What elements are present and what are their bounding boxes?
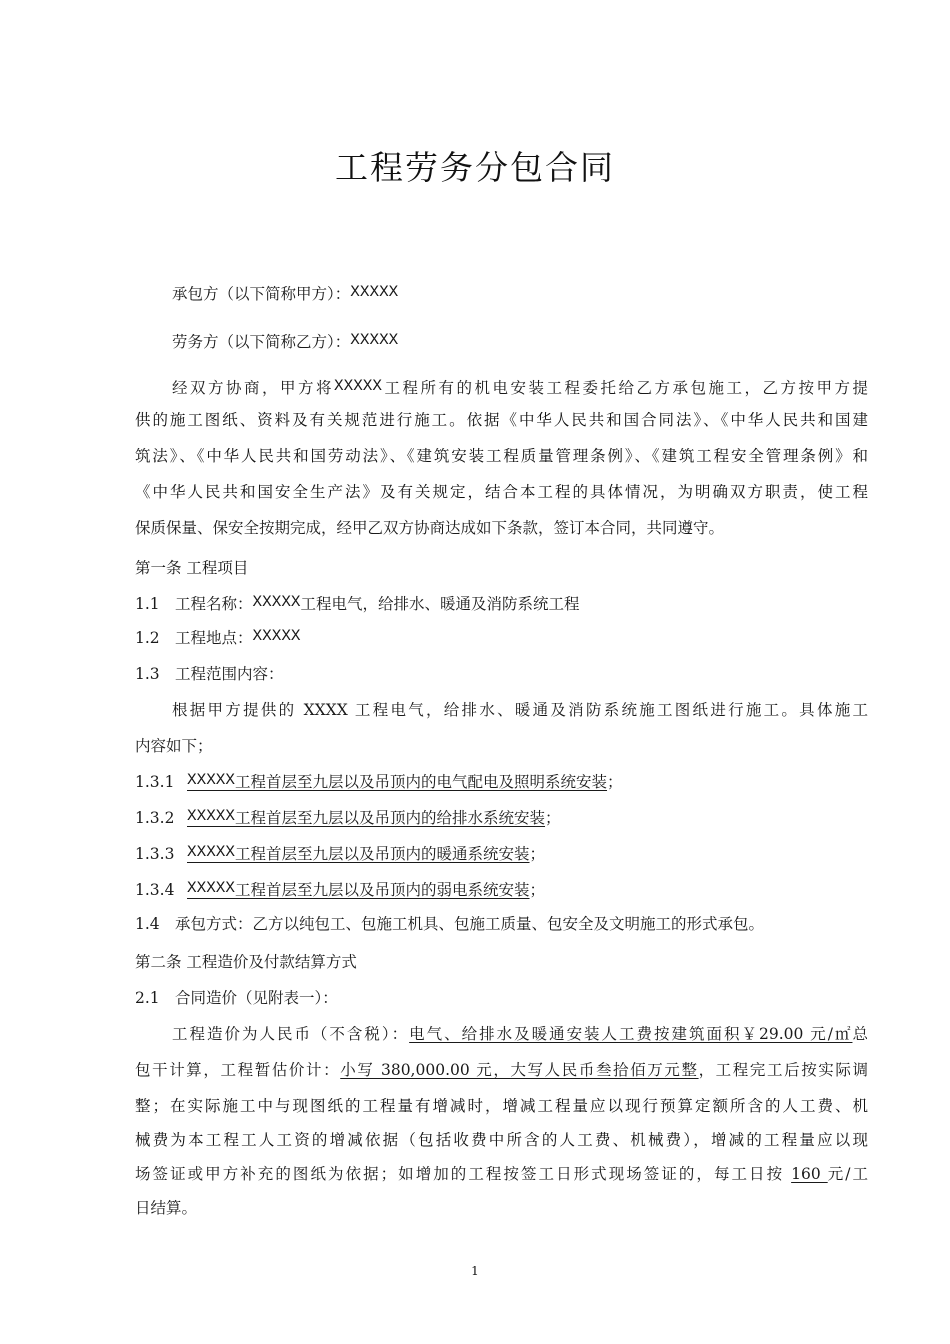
item-1-2: [135, 628, 301, 649]
project-placeholder: XXXXX: [334, 377, 383, 395]
party-b-label: 劳务方（以下简称乙方）：: [172, 333, 351, 351]
project-placeholder: XXXXX: [252, 593, 301, 611]
intro-text: 工程所有的机电安装工程委托给乙方承包施工，乙方按甲方提: [382, 379, 868, 397]
intro-line-3: 筑法》、《中华人民共和国劳动法》、《建筑安装工程质量管理条例》、《建筑工程安全管理条例》和: [135, 447, 868, 465]
scope-desc: 工程首层至九层以及吊顶内的给排水系统安装: [235, 809, 546, 827]
scope-desc: 工程首层至九层以及吊顶内的电气配电及照明系统安装: [235, 773, 608, 791]
scope-item-3: [135, 844, 545, 865]
item-text: 合同造价（见附表一）：: [175, 989, 338, 1007]
page-number: 1: [471, 1264, 479, 1278]
price-line-4: 械费为本工程工人工资的增减依据（包括收费中所含的人工费、机械费），增减的工程量应以现: [135, 1131, 868, 1149]
price-text: 场签证或甲方补充的图纸为依据；如增加的工程按签工日形式现场签证的，每工日按: [135, 1165, 792, 1183]
article-2-heading: 第二条 工程造价及付款结算方式: [135, 953, 357, 971]
party-b-line: [172, 332, 398, 353]
scope-item-2: [135, 808, 561, 829]
item-label: 工程范围内容：: [175, 665, 284, 683]
scope-text: [187, 881, 530, 899]
scope-line-1: 根据甲方提供的 XXXX 工程电气，给排水、暖通及消防系统施工图纸进行施工。具体施工: [172, 701, 868, 719]
item-1-4: [135, 914, 764, 934]
estimated-price: 小写 380,000.00 元，大写人民币叁拾佰万元整: [340, 1061, 699, 1079]
location-placeholder: XXXXX: [252, 627, 301, 645]
item-number: 1.3.1: [135, 773, 175, 791]
item-text: 承包方式：乙方以纯包工、包施工机具、包施工质量、包安全及文明施工的形式承包。: [175, 915, 765, 933]
intro-text: 经双方协商，甲方将: [172, 379, 334, 397]
item-number: 2.1: [135, 989, 160, 1007]
item-2-1: [135, 988, 338, 1008]
project-placeholder: XXXXX: [187, 843, 236, 861]
scope-desc: 工程首层至九层以及吊顶内的弱电系统安装: [235, 881, 530, 899]
price-line-5: [135, 1164, 868, 1184]
item-label: 工程名称：: [175, 595, 253, 613]
scope-line-2: 内容如下；: [135, 737, 213, 755]
scope-text: [187, 845, 530, 863]
item-number: 1.4: [135, 915, 160, 933]
punctuation: ；: [529, 845, 546, 863]
punctuation: ；: [607, 773, 623, 791]
item-number: 1.2: [135, 629, 160, 647]
scope-item-1: [135, 772, 623, 793]
party-a-line: [172, 284, 398, 305]
price-text: 元/工: [827, 1165, 868, 1183]
scope-text: [187, 809, 545, 827]
scope-item-4: [135, 880, 545, 901]
party-b-value: XXXXX: [350, 331, 399, 349]
item-number: 1.3.2: [135, 809, 175, 827]
daily-rate: 160: [791, 1165, 828, 1183]
article-1-heading: 第一条 工程项目: [135, 559, 249, 577]
price-line-6: 日结算。: [135, 1199, 198, 1217]
project-placeholder: XXXXX: [187, 879, 236, 897]
item-label: 工程地点：: [175, 629, 253, 647]
price-text: 包干计算，工程暂估价计：: [135, 1061, 341, 1079]
price-line-1: [172, 1024, 868, 1044]
party-a-label: 承包方（以下简称甲方）：: [172, 285, 351, 303]
project-placeholder: XXXXX: [187, 771, 236, 789]
price-text: ，工程完工后按实际调: [698, 1061, 868, 1079]
item-1-1: [135, 594, 580, 615]
price-line-3: 整；在实际施工中与现图纸的工程量有增减时，增减工程量应以现行预算定额所含的人工费、机: [135, 1097, 868, 1115]
item-number: 1.3.3: [135, 845, 175, 863]
unit-price: 电气、给排水及暖通安装人工费按建筑面积￥29.00 元/㎡: [409, 1025, 853, 1043]
item-number: 1.3: [135, 665, 160, 683]
price-text: 总: [852, 1025, 868, 1043]
price-text: 工程造价为人民币（不含税）：: [172, 1025, 410, 1043]
intro-line-4: 《中华人民共和国安全生产法》及有关规定，结合本工程的具体情况，为明确双方职责，使工程: [135, 483, 868, 501]
item-text: 工程电气，给排水、暖通及消防系统工程: [300, 595, 580, 613]
intro-line-1: [172, 378, 868, 399]
scope-text: [187, 773, 607, 791]
price-line-2: [135, 1060, 868, 1080]
item-number: 1.3.4: [135, 881, 175, 899]
item-1-3: [135, 664, 284, 684]
intro-line-2: 供的施工图纸、资料及有关规范进行施工。依据《中华人民共和国合同法》、《中华人民共和国建: [135, 411, 868, 429]
item-number: 1.1: [135, 595, 160, 613]
punctuation: ；: [529, 881, 546, 899]
intro-line-5: 保质保量、保安全按期完成，经甲乙双方协商达成如下条款，签订本合同，共同遵守。: [135, 519, 725, 537]
page-title: 工程劳务分包合同: [335, 148, 615, 187]
punctuation: ；: [545, 809, 561, 827]
party-a-value: XXXXX: [350, 283, 399, 301]
project-placeholder: XXXXX: [187, 807, 236, 825]
scope-desc: 工程首层至九层以及吊顶内的暖通系统安装: [235, 845, 530, 863]
